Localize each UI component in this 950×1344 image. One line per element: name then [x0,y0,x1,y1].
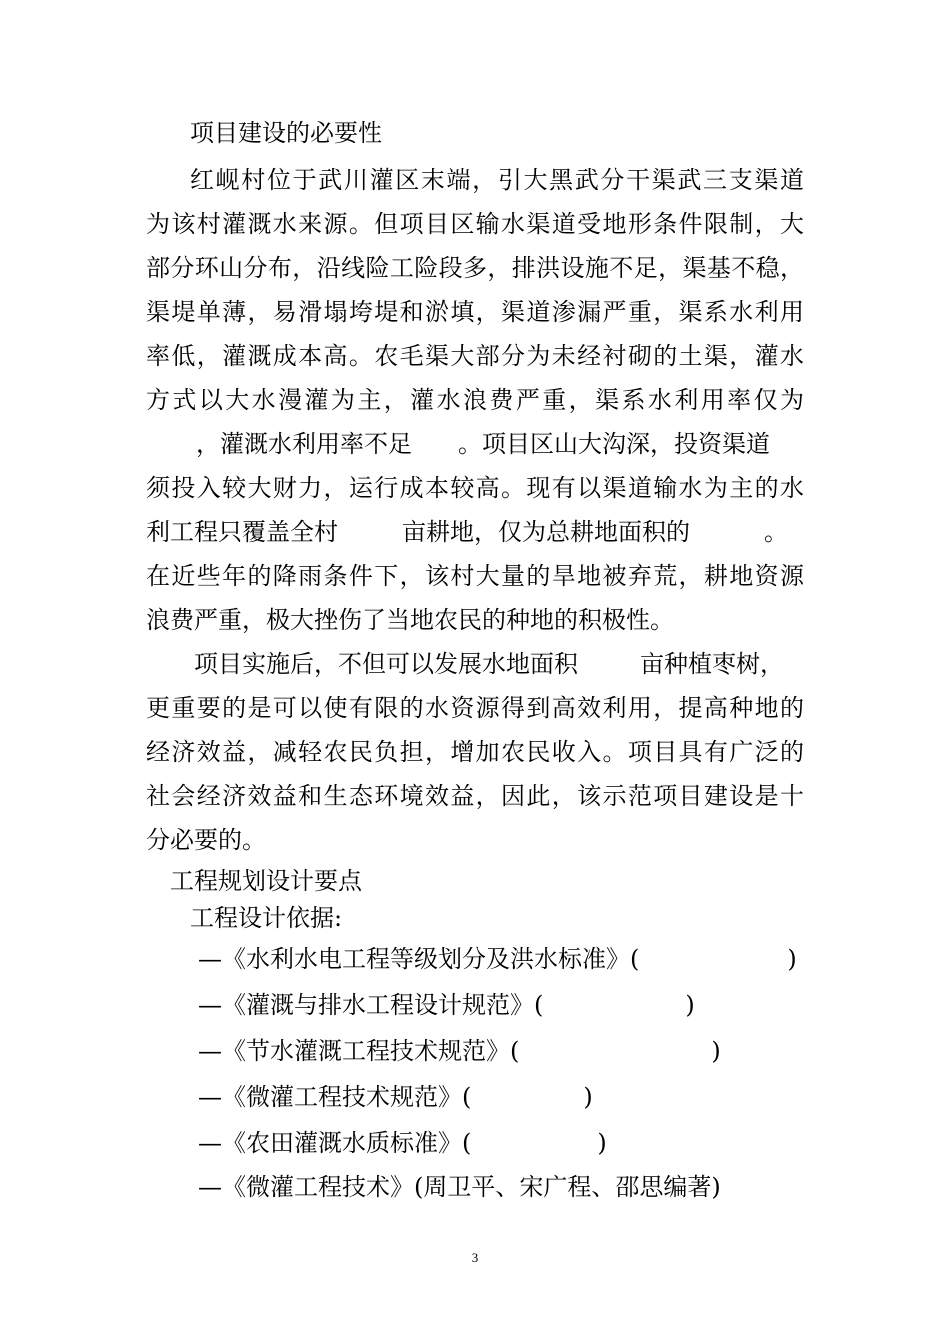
paragraph-line: 须投入较大财力，运行成本较高。现有以渠道输水为主的水 [146,474,804,502]
reference-item [198,944,797,974]
reference-title: —《微灌工程技术规范》( [198,1083,472,1111]
reference-title: —《节水灌溉工程技术规范》( [198,1037,520,1065]
paragraph-line [146,517,788,547]
paragraph-fragment: 。 [764,518,788,546]
reference-item [198,1128,607,1158]
paragraph-line: 渠堤单薄，易滑塌垮堤和淤填，渠道渗漏严重，渠系水利用 [146,298,804,326]
reference-close-paren: ) [787,945,797,973]
reference-item [198,1082,593,1112]
reference-close-paren: ) [597,1129,607,1157]
paragraph-line: 为该村灌溉水来源。但项目区输水渠道受地形条件限制，大 [146,210,804,238]
reference-close-paren: ) [711,1037,721,1065]
paragraph-line: 社会经济效益和生态环境效益，因此，该示范项目建设是十 [146,782,804,810]
paragraph-line: 经济效益，减轻农民负担，增加农民收入。项目具有广泛的 [146,738,804,766]
reference-title: —《农田灌溉水质标准》( [198,1129,472,1157]
paragraph-fragment: 亩种植枣树， [640,650,784,678]
section-heading-design: 工程规划设计要点 [170,867,362,895]
paragraph-fragment: 。项目区山大沟深，投资渠道 [458,430,770,458]
reference-title: —《微灌工程技术》(周卫平、宋广程、邵思编著) [198,1173,721,1201]
paragraph-line: 方式以大水漫灌为主，灌水浪费严重，渠系水利用率仅为 [146,386,804,414]
section-heading-necessity: 项目建设的必要性 [190,119,382,147]
reference-close-paren: ) [685,991,695,1019]
paragraph-line: 更重要的是可以使有限的水资源得到高效利用，提高种地的 [146,694,804,722]
paragraph-line: 在近些年的降雨条件下，该村大量的旱地被弃荒，耕地资源 [146,562,804,590]
reference-item [198,1172,721,1202]
paragraph-line: 分必要的。 [146,826,266,854]
subsection-heading-basis: 工程设计依据: [190,904,343,932]
paragraph-line: 率低，灌溉成本高。农毛渠大部分为未经衬砌的土渠，灌水 [146,342,804,370]
paragraph-fragment: 项目实施后，不但可以发展水地面积 [194,650,578,678]
paragraph-fragment: ，灌溉水利用率不足 [196,430,412,458]
paragraph-fragment: 亩耕地，仅为总耕地面积的 [402,518,690,546]
paragraph-line [194,649,784,679]
page-number: 3 [471,1250,479,1265]
paragraph-line [196,429,770,459]
reference-item [198,1036,721,1066]
paragraph-fragment: 利工程只覆盖全村 [146,518,338,546]
reference-item [198,990,695,1020]
paragraph-line: 部分环山分布，沿线险工险段多，排洪设施不足，渠基不稳， [146,254,804,282]
reference-title: —《水利水电工程等级划分及洪水标准》( [198,945,640,973]
paragraph-line: 红岘村位于武川灌区末端，引大黑武分干渠武三支渠道 [190,166,804,194]
reference-title: —《灌溉与排水工程设计规范》( [198,991,544,1019]
reference-close-paren: ) [583,1083,593,1111]
paragraph-line: 浪费严重，极大挫伤了当地农民的种地的积极性。 [146,606,674,634]
